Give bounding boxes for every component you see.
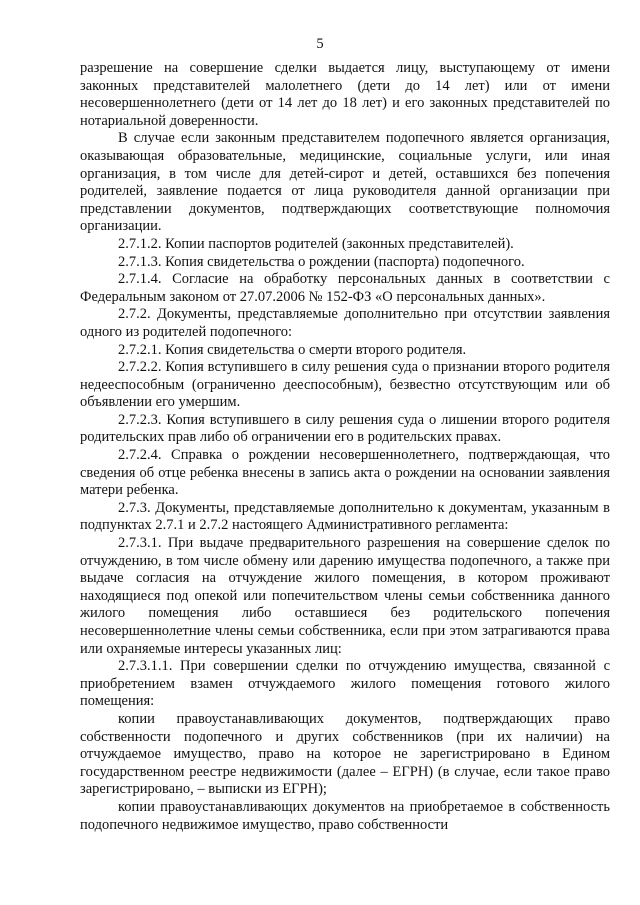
paragraph: 2.7.2.3. Копия вступившего в силу решения суда о лишении второго родителя родительских прав либо об ограничении его в родительских правах. [80,411,610,446]
paragraph: 2.7.3.1.1. При совершении сделки по отчуждению имущества, связанной с приобретением взамен отчуждаемого жилого помещения готового жилого помещения: [80,658,610,710]
paragraph: 2.7.1.4. Согласие на обработку персональных данных в соответствии с Федеральным законом от 27.07.2006 № 152-ФЗ «О персональных данных». [80,271,610,305]
paragraph: 2.7.3.1. При выдаче предварительного разрешения на совершение сделок по отчуждению, в том числе обмену или дарению имущества подопечного, а также при выдаче согласия на отчуждение жилого помещения, в котором проживают находящиеся под опекой или попечительством члены семьи собственника данного жилого помещения либо оставшиеся без родительского попечения несовершеннолетние члены семьи собственника, если при этом затрагиваются права или охраняемые интересы указанных лиц: [80,535,610,657]
paragraph: 2.7.1.2. Копии паспортов родителей (законных представителей). [118,235,514,252]
paragraph: 2.7.2.2. Копия вступившего в силу решения суда о признании второго родителя недееспособным (ограниченно дееспособным), безвестно отсутствующим или об объявлении его умершим. [80,359,610,411]
paragraph: 2.7.2.1. Копия свидетельства о смерти второго родителя. [118,341,467,358]
paragraph: 2.7.2.4. Справка о рождении несовершеннолетнего, подтверждающая, что сведения об отце ребенка внесены в запись акта о рождении на основании заявления матери ребенка. [80,447,610,499]
paragraph: копии правоустанавливающих документов на приобретаемое в собственность подопечного недвижимое имущество, право собственности [80,798,610,833]
paragraph: копии правоустанавливающих документов, подтверждающих право собственности подопечного и других собственников (при их наличии) на отчуждаемое имущество, право на которое не зарегистрировано в Едином государственном реестре недвижимости (далее – ЕГРН) (в случае, если такое право зарегистрировано, – выписки из ЕГРН); [80,710,610,798]
paragraph: разрешение на совершение сделки выдается лицу, выступающему от имени законных представителей малолетнего (дети до 14 лет) или от имени несовершеннолетнего (дети от 14 лет до 18 лет) и его законных представителей по нотариальной доверенности. [80,60,610,129]
document-body [80,60,610,834]
page-number: 5 [316,36,324,52]
paragraph: В случае если законным представителем подопечного является организация, оказывающая образовательные, медицинские, социальные услуги, или иная организация, в том числе для детей-сирот и детей, оставшихся без попечения родителей, заявление подается от лица руководителя данной организации при представлении документов, подтверждающих соответствующие полномочия организации. [80,130,610,235]
paragraph: 2.7.3. Документы, представляемые дополнительно к документам, указанным в подпунктах 2.7.1 и 2.7.2 настоящего Административного регламента: [80,499,610,534]
paragraph: 2.7.2. Документы, представляемые дополнительно при отсутствии заявления одного из родителей подопечного: [80,306,610,340]
paragraph: 2.7.1.3. Копия свидетельства о рождении (паспорта) подопечного. [118,253,525,270]
